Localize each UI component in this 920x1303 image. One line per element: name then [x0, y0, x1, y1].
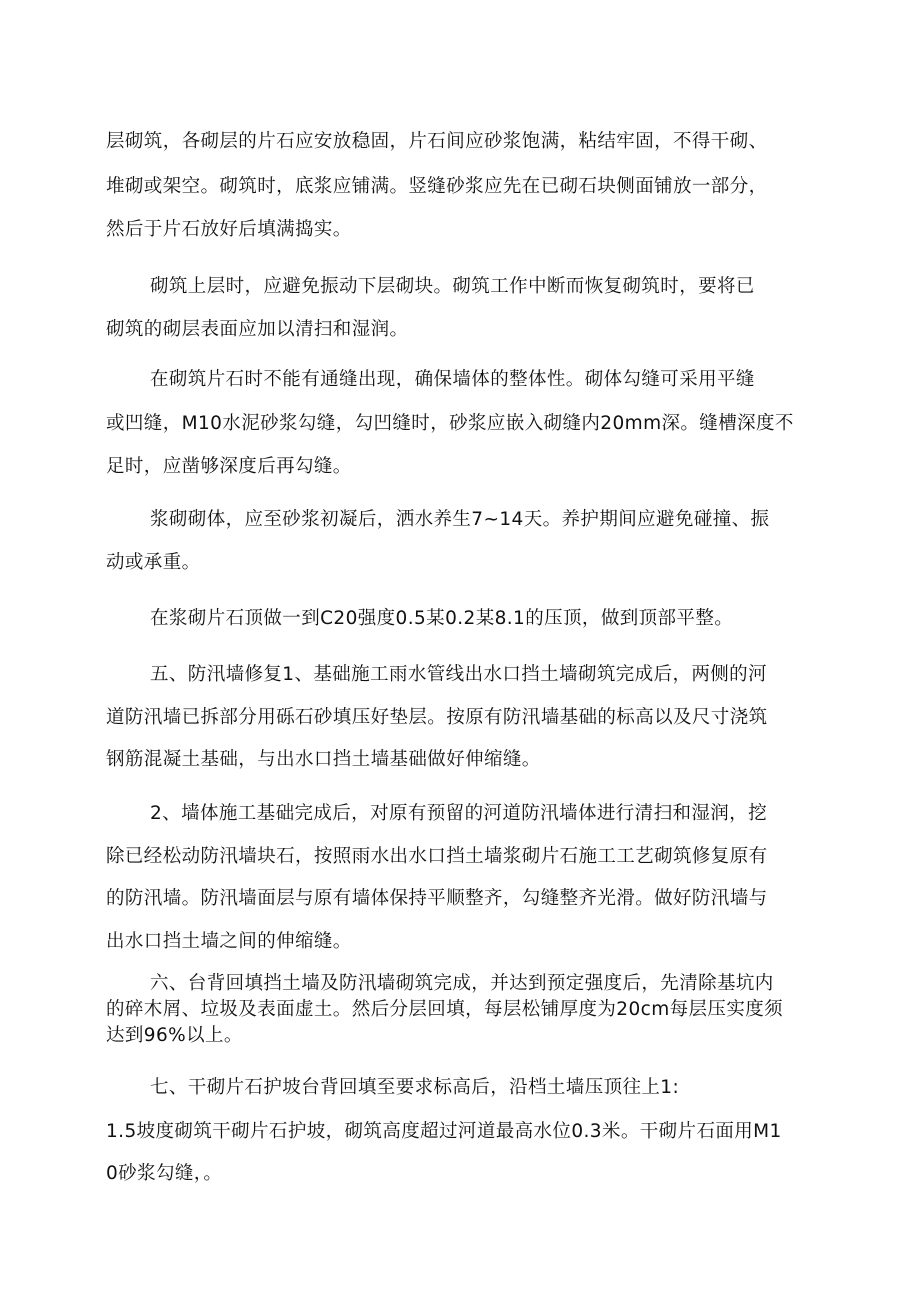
text-line: 足时，应凿够深度后再勾缝。 [106, 456, 352, 477]
text-line: 堆砌或架空。砌筑时，底浆应铺满。竖缝砂浆应先在已砌石块侧面铺放一部分， [106, 176, 768, 197]
text-line: 动或承重。 [106, 552, 201, 573]
text-line: 钢筋混凝土基础，与出水口挡土墙基础做好伸缩缝。 [106, 749, 541, 770]
text-line: 六、台背回填挡土墙及防汛墙砌筑完成，并达到预定强度后，先清除基坑内 [150, 973, 774, 994]
text-line: 浆砌砌体，应至砂浆初凝后，洒水养生7~14天。养护期间应避免碰撞、振 [150, 509, 770, 530]
text-line: 2、墙体施工基础完成后，对原有预留的河道防汛墙体进行清扫和湿润，挖 [150, 803, 767, 824]
text-line: 出水口挡土墙之间的伸缩缝。 [106, 931, 352, 952]
text-line: 然后于片石放好后填满捣实。 [106, 219, 352, 240]
text-line: 达到96%以上。 [106, 1025, 243, 1046]
text-line: 层砌筑，各砌层的片石应安放稳固，片石间应砂浆饱满，粘结牢固，不得干砌、 [106, 131, 768, 152]
text-line: 五、防汛墙修复1、基础施工雨水管线出水口挡土墙砌筑完成后，两侧的河 [150, 664, 767, 685]
text-line: 或凹缝，M10水泥砂浆勾缝，勾凹缝时，砂浆应嵌入砌缝内20mm深。缝槽深度不 [106, 413, 794, 434]
text-line: 砌筑上层时，应避免振动下层砌块。砌筑工作中断而恢复砌筑时，要将已 [150, 276, 755, 297]
text-line: 道防汛墙已拆部分用砾石砂填压好垫层。按原有防汛墙基础的标高以及尺寸浇筑 [106, 707, 768, 728]
text-line: 砌筑的砌层表面应加以清扫和湿润。 [106, 319, 409, 340]
text-line: 除已经松动防汛墙块石，按照雨水出水口挡土墙浆砌片石施工工艺砌筑修复原有 [106, 846, 768, 867]
text-line: 1.5坡度砌筑干砌片石护坡，砌筑高度超过河道最高水位0.3米。干砌片石面用M1 [106, 1121, 782, 1142]
text-line: 的防汛墙。防汛墙面层与原有墙体保持平顺整齐，勾缝整齐光滑。做好防汛墙与 [106, 888, 768, 909]
text-line: 在浆砌片石顶做一到C20强度0.5某0.2某8.1的压顶，做到顶部平整。 [150, 608, 734, 629]
text-line: 的碎木屑、垃圾及表面虚土。然后分层回填，每层松铺厚度为20cm每层压实度须 [106, 999, 784, 1020]
text-line: 在砌筑片石时不能有通缝出现，确保墙体的整体性。砌体勾缝可采用平缝 [150, 369, 755, 390]
text-line: 七、干砌片石护坡台背回填至要求标高后，沿档土墙压顶往上1: [150, 1077, 680, 1098]
text-line: 0砂浆勾缝，。 [106, 1163, 223, 1184]
